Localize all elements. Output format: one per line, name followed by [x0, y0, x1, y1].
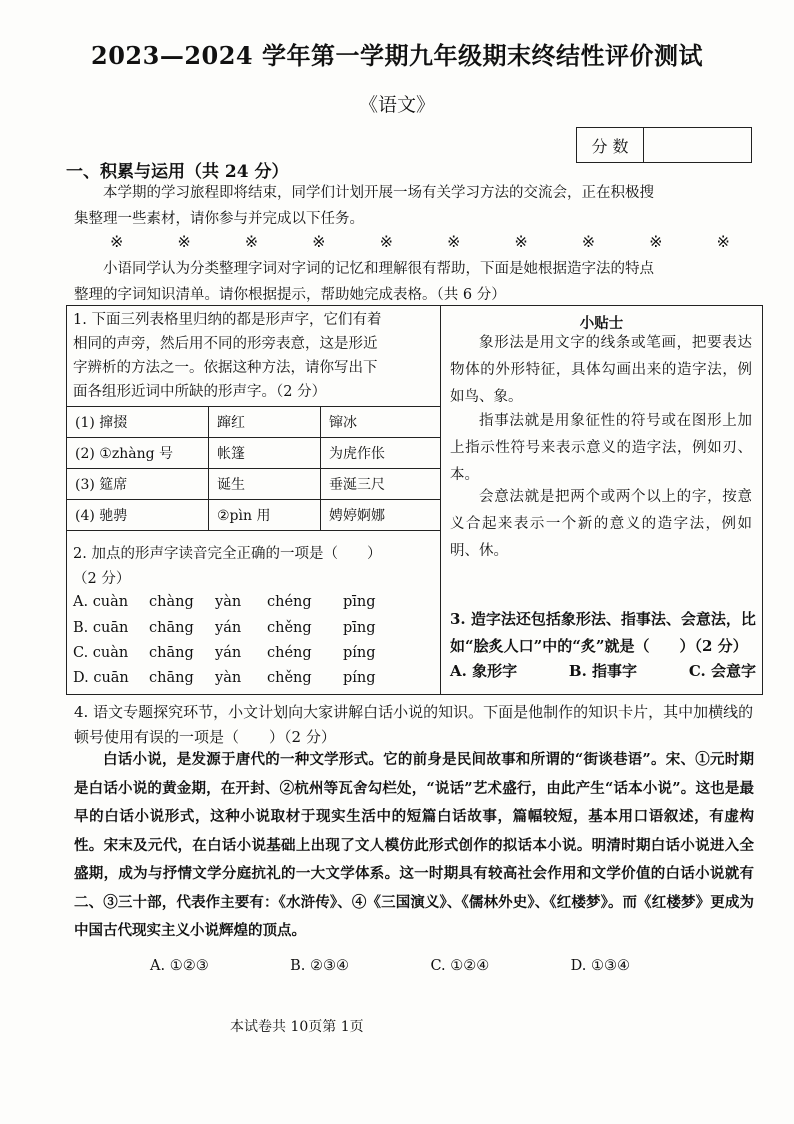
- q4-option-b[interactable]: B. ②③④: [290, 958, 349, 974]
- pinyin: chěng: [267, 620, 312, 636]
- separator-mark: ※: [581, 232, 596, 251]
- answer-blank-1[interactable]: (2) ①zhàng 号: [67, 438, 209, 469]
- table-row: [67, 469, 441, 500]
- q4-prompt: 4. 语文专题探究环节，小文计划向大家讲解白话小说的知识。下面是他制作的知识卡片，其中加横线的顿号使用有误的一项是（ ）（2 分）: [74, 703, 754, 746]
- table-cell: 镩冰: [321, 407, 441, 438]
- pinyin: chéng: [267, 645, 312, 661]
- separator-mark: ※: [244, 232, 259, 251]
- table-row: [67, 438, 441, 469]
- q3-option-c[interactable]: C. 会意字: [688, 662, 756, 680]
- table-cell: 诞生: [209, 469, 321, 500]
- q1-line: 面各组形近词中所缺的形声字。（2 分）: [73, 384, 327, 400]
- separator-row: [110, 232, 730, 251]
- knowledge-card: 白话小说，是发源于唐代的一种文学形式。它的前身是民间故事和所谓的“街谈巷语”。宋、①元时期是白话小说的黄金期，在开封、②杭州等瓦舍勾栏处，“说话”艺术盛行，由此产生“话本小说”。这也是最早的白话小说形式，这种小说取材于现实生活中的短篇白话故事，篇幅较短，基本用口语叙述，有虚构性。宋末及元代，在白话小说基础上出现了文人模仿此形式创作的拟话本小说。明清时期白话小说进入全盛期，成为与抒情文学分庭抗礼的一大文学体系。这一时期具有较高社会作用和文学价值的白话小说就有二、③三十部，代表作主要有：《水浒传》、④《三国演义》、《儒林外史》、《红楼梦》。而《红楼梦》更成为中国古代现实主义小说辉煌的顶点。: [74, 751, 754, 939]
- lead-line-2: 整理的字词知识清单。请你根据提示，帮助她完成表格。（共 6 分）: [74, 287, 506, 303]
- exam-title: 2023—2024 学年第一学期九年级期末终结性评价测试: [91, 41, 703, 70]
- q2-prompt: [73, 542, 435, 592]
- table-row: [67, 500, 441, 531]
- q3-prompt: 3. 造字法还包括象形法、指事法、会意法，比如“脍炙人口”中的“炙”就是（ ）（2 分）: [450, 610, 756, 655]
- q1-line: 字辨析的方法之一。依据这种方法，请你写出下: [73, 360, 378, 376]
- separator-mark: ※: [177, 232, 191, 251]
- q2-option-a[interactable]: [73, 594, 433, 610]
- answer-blank-2[interactable]: ②pìn 用: [209, 500, 321, 531]
- table-cell: 蹿红: [209, 407, 321, 438]
- q2-line-2: （2 分）: [73, 571, 131, 587]
- table-cell: (4) 驰骋: [67, 500, 209, 531]
- separator-mark: ※: [716, 232, 730, 251]
- pinyin: B. cuān: [73, 620, 129, 636]
- q3-option-a[interactable]: A. 象形字: [450, 662, 518, 680]
- pinyin: chěng: [267, 670, 312, 686]
- q3-option-b[interactable]: B. 指事字: [568, 662, 638, 680]
- q1-line: 1. 下面三列表格里归纳的都是形声字，它们有着: [73, 312, 382, 328]
- table-cell: 垂涎三尺: [321, 469, 441, 500]
- pinyin: chāng: [149, 670, 194, 686]
- pinyin: chéng: [267, 594, 312, 610]
- q2-option-d[interactable]: [73, 670, 433, 686]
- intro-line-2: 集整理一些素材，请你参与并完成以下任务。: [74, 211, 364, 227]
- pinyin: pīng: [343, 620, 376, 636]
- table-cell: 帐篷: [209, 438, 321, 469]
- pinyin: pīng: [343, 594, 376, 610]
- pinyin: yàn: [215, 670, 242, 686]
- intro-line-1: 本学期的学习旅程即将结束，同学们计划开展一场有关学习方法的交流会，正在积极搜: [103, 185, 654, 201]
- separator-mark: ※: [446, 232, 461, 251]
- q1-prompt: [73, 308, 435, 404]
- pinyin: píng: [343, 670, 376, 686]
- table-cell: (1) 撺掇: [67, 407, 209, 438]
- table-cell: 娉婷婀娜: [321, 500, 441, 531]
- pinyin: chāng: [149, 620, 194, 636]
- q2-option-b[interactable]: [73, 620, 433, 636]
- q2-option-c[interactable]: [73, 645, 433, 661]
- q1-line: 相同的声旁，然后用不同的形旁表意，这是形近: [73, 336, 378, 352]
- score-label: 分 数: [577, 128, 644, 162]
- q4-options: [150, 958, 630, 974]
- table-row: [67, 407, 441, 438]
- q1-table: [66, 406, 441, 531]
- lead-line-1: 小语同学认为分类整理字词对字词的记忆和理解很有帮助，下面是她根据造字法的特点: [103, 261, 654, 277]
- pinyin: yàn: [215, 594, 242, 610]
- q4-option-a[interactable]: A. ①②③: [150, 958, 209, 974]
- section-heading: 一、积累与运用（共 24 分）: [66, 162, 289, 182]
- separator-mark: ※: [649, 232, 663, 251]
- separator-mark: ※: [379, 232, 393, 251]
- pinyin: A. cuàn: [73, 594, 129, 610]
- separator-mark: ※: [514, 232, 528, 251]
- pinyin: D. cuān: [73, 670, 129, 686]
- table-cell: (3) 筵席: [67, 469, 209, 500]
- table-cell: 为虎作伥: [321, 438, 441, 469]
- pinyin: C. cuàn: [73, 645, 129, 661]
- q3-options: [450, 660, 756, 681]
- pinyin: píng: [343, 645, 376, 661]
- pinyin: yán: [215, 620, 242, 636]
- tips-title: 小贴士: [579, 315, 624, 332]
- q4-option-d[interactable]: D. ①③④: [570, 958, 630, 974]
- pinyin: chàng: [149, 594, 194, 610]
- pinyin: yán: [215, 645, 242, 661]
- score-field[interactable]: [644, 128, 751, 162]
- pinyin: chāng: [149, 645, 194, 661]
- score-box: [576, 127, 752, 163]
- subject-label: 《语文》: [358, 94, 435, 116]
- q4-option-c[interactable]: C. ①②④: [430, 958, 490, 974]
- tip-pictograph: 象形法是用文字的线条或笔画，把要表达物体的外形特征，具体勾画出来的造字法，例如鸟、象。: [450, 335, 752, 405]
- q2-line-1: 2. 加点的形声字读音完全正确的一项是（ ）: [73, 546, 382, 562]
- tip-indicative: 指事法就是用象征性的符号或在图形上加上指示性符号来表示意义的造字法，例如刃、本。: [450, 413, 752, 483]
- tip-compound: 会意法就是把两个或两个以上的字，按意义合起来表示一个新的意义的造字法，例如明、休。: [450, 489, 752, 559]
- separator-mark: ※: [312, 232, 326, 251]
- page-footer: 本试卷共 10页第 1页: [230, 1019, 364, 1035]
- separator-mark: ※: [110, 232, 124, 251]
